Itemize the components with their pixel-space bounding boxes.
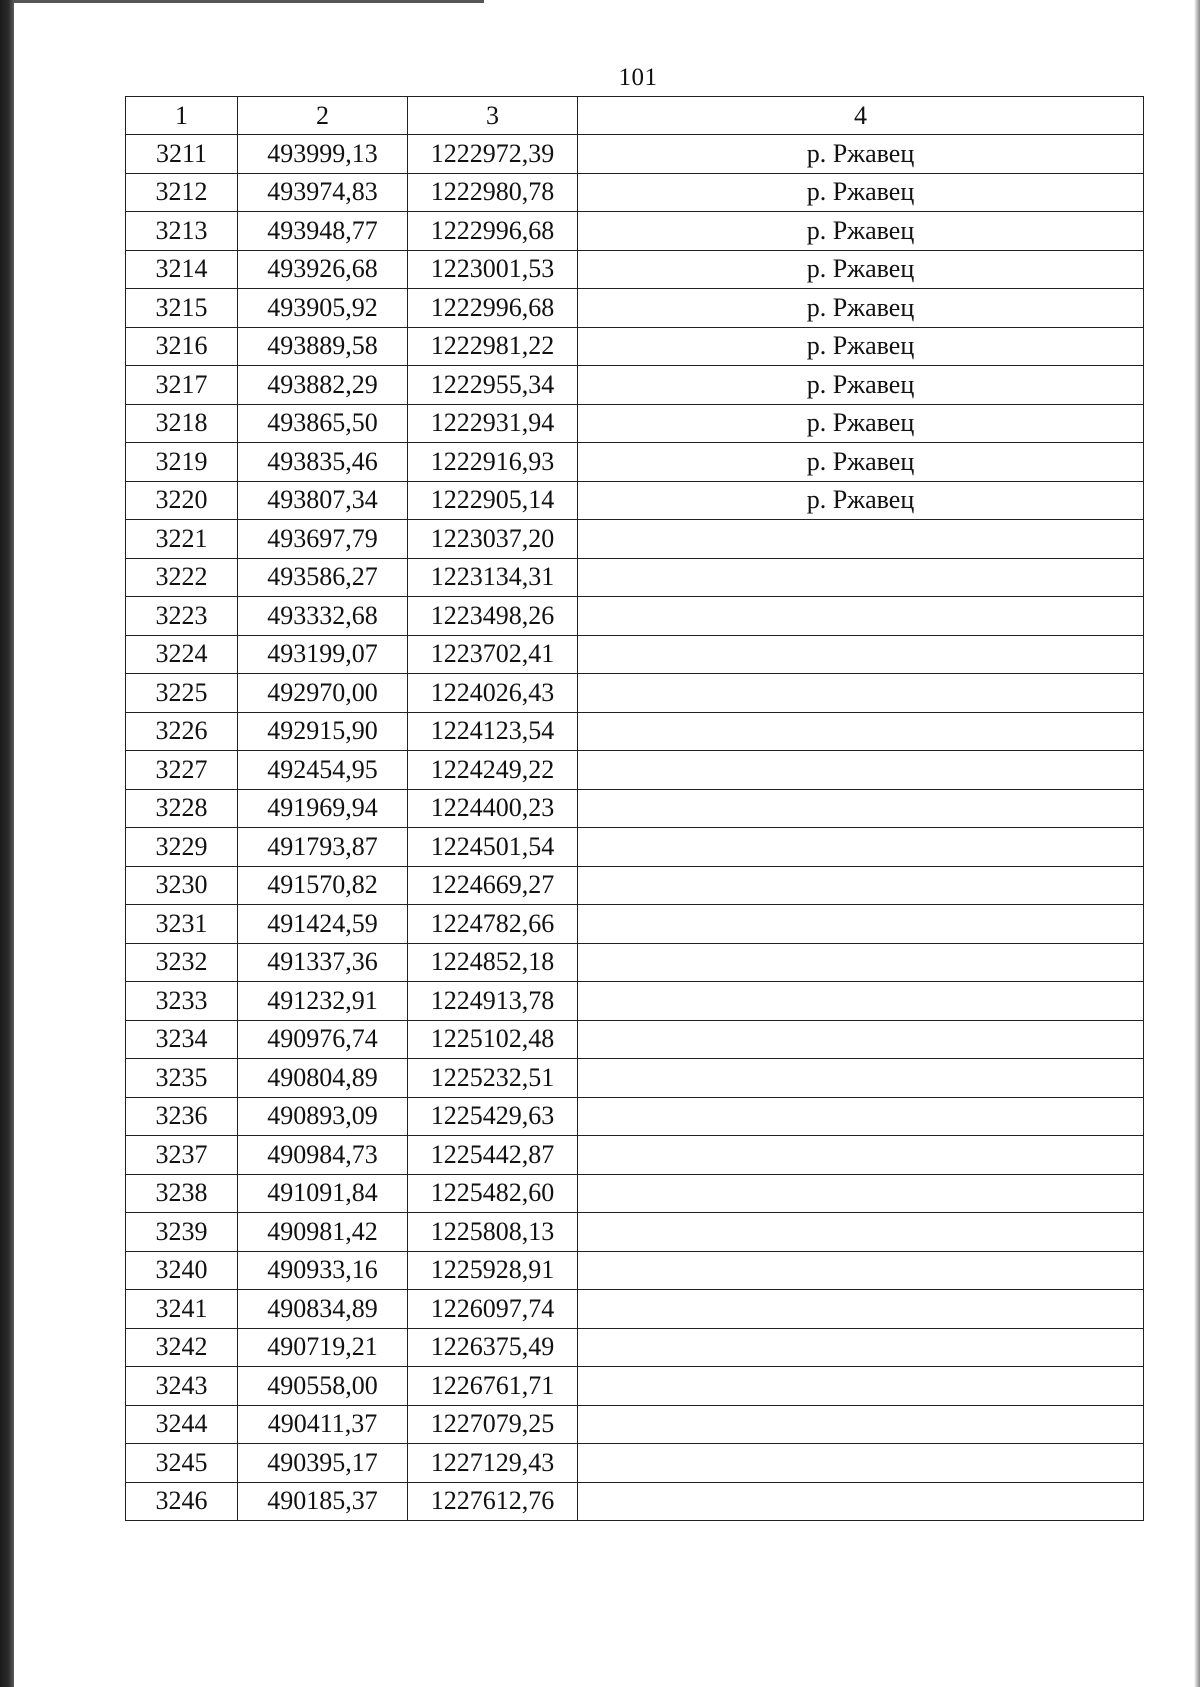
table-header-row bbox=[126, 97, 1144, 135]
table-row bbox=[126, 481, 1144, 520]
point-number-cell: 3229 bbox=[126, 828, 238, 867]
x-coordinate-cell: 491969,94 bbox=[238, 789, 408, 828]
y-coordinate-cell: 1224123,54 bbox=[408, 712, 578, 751]
description-cell bbox=[578, 1213, 1144, 1252]
x-coordinate-cell: 493835,46 bbox=[238, 443, 408, 482]
y-coordinate-cell: 1224669,27 bbox=[408, 866, 578, 905]
table-row bbox=[126, 173, 1144, 212]
x-coordinate-cell: 493332,68 bbox=[238, 597, 408, 636]
x-coordinate-cell: 492454,95 bbox=[238, 751, 408, 790]
description-cell bbox=[578, 1444, 1144, 1483]
table-row bbox=[126, 327, 1144, 366]
point-number-cell: 3225 bbox=[126, 674, 238, 713]
point-number-cell: 3246 bbox=[126, 1482, 238, 1521]
x-coordinate-cell: 493948,77 bbox=[238, 212, 408, 251]
point-number-cell: 3239 bbox=[126, 1213, 238, 1252]
y-coordinate-cell: 1226375,49 bbox=[408, 1328, 578, 1367]
description-cell: р. Ржавец bbox=[578, 173, 1144, 212]
y-coordinate-cell: 1222980,78 bbox=[408, 173, 578, 212]
description-cell bbox=[578, 789, 1144, 828]
table-row bbox=[126, 789, 1144, 828]
description-cell: р. Ржавец bbox=[578, 327, 1144, 366]
point-number-cell: 3214 bbox=[126, 250, 238, 289]
y-coordinate-cell: 1223134,31 bbox=[408, 558, 578, 597]
x-coordinate-cell: 491793,87 bbox=[238, 828, 408, 867]
table-row bbox=[126, 520, 1144, 559]
description-cell bbox=[578, 1059, 1144, 1098]
x-coordinate-cell: 490804,89 bbox=[238, 1059, 408, 1098]
description-cell bbox=[578, 520, 1144, 559]
table-row bbox=[126, 905, 1144, 944]
y-coordinate-cell: 1223001,53 bbox=[408, 250, 578, 289]
table-row bbox=[126, 1290, 1144, 1329]
table-row bbox=[126, 1328, 1144, 1367]
point-number-cell: 3221 bbox=[126, 520, 238, 559]
description-cell bbox=[578, 1097, 1144, 1136]
table-row bbox=[126, 558, 1144, 597]
table-row bbox=[126, 1444, 1144, 1483]
y-coordinate-cell: 1224782,66 bbox=[408, 905, 578, 944]
x-coordinate-cell: 491232,91 bbox=[238, 982, 408, 1021]
x-coordinate-cell: 491570,82 bbox=[238, 866, 408, 905]
x-coordinate-cell: 490558,00 bbox=[238, 1367, 408, 1406]
column-header-description: 4 bbox=[578, 97, 1144, 135]
page-number: 101 bbox=[618, 64, 658, 91]
table-body bbox=[126, 135, 1144, 1521]
point-number-cell: 3231 bbox=[126, 905, 238, 944]
description-cell bbox=[578, 1174, 1144, 1213]
description-cell: р. Ржавец bbox=[578, 289, 1144, 328]
table-row bbox=[126, 443, 1144, 482]
description-cell bbox=[578, 751, 1144, 790]
table-row bbox=[126, 135, 1144, 174]
table-row bbox=[126, 1367, 1144, 1406]
x-coordinate-cell: 493999,13 bbox=[238, 135, 408, 174]
y-coordinate-cell: 1223498,26 bbox=[408, 597, 578, 636]
description-cell: р. Ржавец bbox=[578, 212, 1144, 251]
point-number-cell: 3234 bbox=[126, 1020, 238, 1059]
description-cell bbox=[578, 1290, 1144, 1329]
description-cell: р. Ржавец bbox=[578, 250, 1144, 289]
y-coordinate-cell: 1225442,87 bbox=[408, 1136, 578, 1175]
table-row bbox=[126, 635, 1144, 674]
table-row bbox=[126, 1136, 1144, 1175]
table-row bbox=[126, 289, 1144, 328]
description-cell bbox=[578, 1251, 1144, 1290]
table-row bbox=[126, 1020, 1144, 1059]
x-coordinate-cell: 492915,90 bbox=[238, 712, 408, 751]
point-number-cell: 3227 bbox=[126, 751, 238, 790]
x-coordinate-cell: 490834,89 bbox=[238, 1290, 408, 1329]
x-coordinate-cell: 493882,29 bbox=[238, 366, 408, 405]
x-coordinate-cell: 493974,83 bbox=[238, 173, 408, 212]
point-number-cell: 3213 bbox=[126, 212, 238, 251]
y-coordinate-cell: 1224501,54 bbox=[408, 828, 578, 867]
description-cell bbox=[578, 1136, 1144, 1175]
description-cell bbox=[578, 597, 1144, 636]
y-coordinate-cell: 1222996,68 bbox=[408, 289, 578, 328]
point-number-cell: 3245 bbox=[126, 1444, 238, 1483]
point-number-cell: 3226 bbox=[126, 712, 238, 751]
y-coordinate-cell: 1222955,34 bbox=[408, 366, 578, 405]
description-cell bbox=[578, 943, 1144, 982]
x-coordinate-cell: 493889,58 bbox=[238, 327, 408, 366]
y-coordinate-cell: 1225928,91 bbox=[408, 1251, 578, 1290]
point-number-cell: 3228 bbox=[126, 789, 238, 828]
table-row bbox=[126, 404, 1144, 443]
y-coordinate-cell: 1224852,18 bbox=[408, 943, 578, 982]
y-coordinate-cell: 1225102,48 bbox=[408, 1020, 578, 1059]
y-coordinate-cell: 1227612,76 bbox=[408, 1482, 578, 1521]
x-coordinate-cell: 490933,16 bbox=[238, 1251, 408, 1290]
x-coordinate-cell: 493807,34 bbox=[238, 481, 408, 520]
table-row bbox=[126, 828, 1144, 867]
point-number-cell: 3235 bbox=[126, 1059, 238, 1098]
x-coordinate-cell: 491424,59 bbox=[238, 905, 408, 944]
y-coordinate-cell: 1222996,68 bbox=[408, 212, 578, 251]
y-coordinate-cell: 1222916,93 bbox=[408, 443, 578, 482]
description-cell: р. Ржавец bbox=[578, 481, 1144, 520]
table-row bbox=[126, 1405, 1144, 1444]
y-coordinate-cell: 1227129,43 bbox=[408, 1444, 578, 1483]
y-coordinate-cell: 1226097,74 bbox=[408, 1290, 578, 1329]
point-number-cell: 3244 bbox=[126, 1405, 238, 1444]
scan-border-top bbox=[14, 0, 484, 3]
coordinates-table bbox=[125, 96, 1144, 1521]
point-number-cell: 3242 bbox=[126, 1328, 238, 1367]
description-cell bbox=[578, 712, 1144, 751]
description-cell bbox=[578, 674, 1144, 713]
point-number-cell: 3232 bbox=[126, 943, 238, 982]
point-number-cell: 3218 bbox=[126, 404, 238, 443]
x-coordinate-cell: 490719,21 bbox=[238, 1328, 408, 1367]
y-coordinate-cell: 1222981,22 bbox=[408, 327, 578, 366]
description-cell bbox=[578, 866, 1144, 905]
scan-border-left bbox=[0, 0, 14, 1687]
table-row bbox=[126, 1213, 1144, 1252]
x-coordinate-cell: 493926,68 bbox=[238, 250, 408, 289]
point-number-cell: 3240 bbox=[126, 1251, 238, 1290]
point-number-cell: 3238 bbox=[126, 1174, 238, 1213]
description-cell bbox=[578, 1367, 1144, 1406]
table-row bbox=[126, 712, 1144, 751]
description-cell bbox=[578, 635, 1144, 674]
point-number-cell: 3211 bbox=[126, 135, 238, 174]
description-cell bbox=[578, 558, 1144, 597]
column-header-point-number: 1 bbox=[126, 97, 238, 135]
y-coordinate-cell: 1222905,14 bbox=[408, 481, 578, 520]
point-number-cell: 3222 bbox=[126, 558, 238, 597]
y-coordinate-cell: 1223702,41 bbox=[408, 635, 578, 674]
y-coordinate-cell: 1224400,23 bbox=[408, 789, 578, 828]
point-number-cell: 3212 bbox=[126, 173, 238, 212]
column-header-y-coordinate: 3 bbox=[408, 97, 578, 135]
x-coordinate-cell: 490411,37 bbox=[238, 1405, 408, 1444]
table-row bbox=[126, 866, 1144, 905]
table-row bbox=[126, 751, 1144, 790]
table-row bbox=[126, 1059, 1144, 1098]
point-number-cell: 3217 bbox=[126, 366, 238, 405]
point-number-cell: 3230 bbox=[126, 866, 238, 905]
x-coordinate-cell: 490981,42 bbox=[238, 1213, 408, 1252]
description-cell bbox=[578, 1405, 1144, 1444]
table-row bbox=[126, 943, 1144, 982]
y-coordinate-cell: 1225232,51 bbox=[408, 1059, 578, 1098]
description-cell bbox=[578, 905, 1144, 944]
point-number-cell: 3243 bbox=[126, 1367, 238, 1406]
description-cell bbox=[578, 982, 1144, 1021]
point-number-cell: 3241 bbox=[126, 1290, 238, 1329]
description-cell: р. Ржавец bbox=[578, 135, 1144, 174]
point-number-cell: 3236 bbox=[126, 1097, 238, 1136]
y-coordinate-cell: 1222972,39 bbox=[408, 135, 578, 174]
description-cell bbox=[578, 1020, 1144, 1059]
point-number-cell: 3223 bbox=[126, 597, 238, 636]
table-row bbox=[126, 597, 1144, 636]
table-row bbox=[126, 1251, 1144, 1290]
y-coordinate-cell: 1222931,94 bbox=[408, 404, 578, 443]
table-row bbox=[126, 212, 1144, 251]
scan-border-right bbox=[1194, 0, 1200, 1687]
x-coordinate-cell: 491337,36 bbox=[238, 943, 408, 982]
point-number-cell: 3216 bbox=[126, 327, 238, 366]
x-coordinate-cell: 490976,74 bbox=[238, 1020, 408, 1059]
y-coordinate-cell: 1224913,78 bbox=[408, 982, 578, 1021]
table-row bbox=[126, 366, 1144, 405]
y-coordinate-cell: 1224026,43 bbox=[408, 674, 578, 713]
point-number-cell: 3237 bbox=[126, 1136, 238, 1175]
y-coordinate-cell: 1227079,25 bbox=[408, 1405, 578, 1444]
x-coordinate-cell: 493586,27 bbox=[238, 558, 408, 597]
x-coordinate-cell: 493697,79 bbox=[238, 520, 408, 559]
table-row bbox=[126, 1482, 1144, 1521]
table-row bbox=[126, 1097, 1144, 1136]
description-cell: р. Ржавец bbox=[578, 366, 1144, 405]
y-coordinate-cell: 1223037,20 bbox=[408, 520, 578, 559]
x-coordinate-cell: 490185,37 bbox=[238, 1482, 408, 1521]
x-coordinate-cell: 490984,73 bbox=[238, 1136, 408, 1175]
point-number-cell: 3224 bbox=[126, 635, 238, 674]
point-number-cell: 3219 bbox=[126, 443, 238, 482]
column-header-x-coordinate: 2 bbox=[238, 97, 408, 135]
x-coordinate-cell: 490395,17 bbox=[238, 1444, 408, 1483]
description-cell: р. Ржавец bbox=[578, 443, 1144, 482]
x-coordinate-cell: 493905,92 bbox=[238, 289, 408, 328]
y-coordinate-cell: 1225429,63 bbox=[408, 1097, 578, 1136]
table-row bbox=[126, 982, 1144, 1021]
x-coordinate-cell: 493865,50 bbox=[238, 404, 408, 443]
y-coordinate-cell: 1225808,13 bbox=[408, 1213, 578, 1252]
x-coordinate-cell: 491091,84 bbox=[238, 1174, 408, 1213]
table-row bbox=[126, 1174, 1144, 1213]
y-coordinate-cell: 1226761,71 bbox=[408, 1367, 578, 1406]
description-cell bbox=[578, 828, 1144, 867]
description-cell bbox=[578, 1328, 1144, 1367]
point-number-cell: 3215 bbox=[126, 289, 238, 328]
description-cell: р. Ржавец bbox=[578, 404, 1144, 443]
point-number-cell: 3220 bbox=[126, 481, 238, 520]
x-coordinate-cell: 490893,09 bbox=[238, 1097, 408, 1136]
y-coordinate-cell: 1225482,60 bbox=[408, 1174, 578, 1213]
x-coordinate-cell: 493199,07 bbox=[238, 635, 408, 674]
table-row bbox=[126, 250, 1144, 289]
description-cell bbox=[578, 1482, 1144, 1521]
y-coordinate-cell: 1224249,22 bbox=[408, 751, 578, 790]
point-number-cell: 3233 bbox=[126, 982, 238, 1021]
x-coordinate-cell: 492970,00 bbox=[238, 674, 408, 713]
table-row bbox=[126, 674, 1144, 713]
